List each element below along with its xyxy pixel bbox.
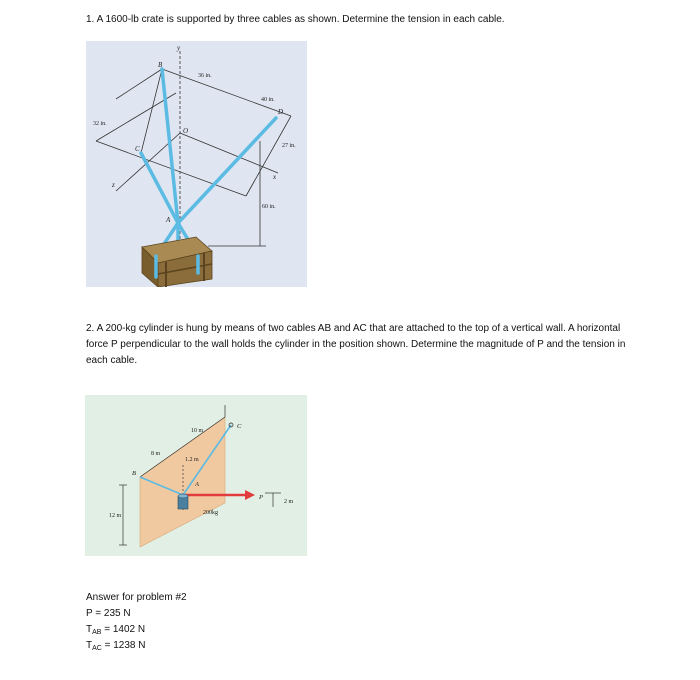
answer-tac: $T_{AC} = 1238$ N — [86, 640, 146, 652]
problem-2-figure — [85, 395, 307, 556]
answer-tab: $T_{AB} = 1402$ N — [86, 624, 146, 636]
problem-1-figure — [86, 41, 307, 287]
label-x: x — [273, 173, 277, 181]
label-b: B — [158, 61, 163, 69]
label-d: D — [278, 108, 284, 116]
cylinder-wall-diagram — [85, 395, 307, 556]
label-b: B — [132, 470, 136, 477]
dim-36in: 36 in. — [198, 73, 212, 79]
dim-32in: 32 in. — [93, 121, 107, 127]
label-c: C — [135, 145, 140, 153]
dim-40in: 40 in. — [261, 97, 275, 103]
dim-8m: 8 m — [151, 451, 161, 457]
label-y: y — [177, 44, 181, 52]
dim-10m: 10 m — [191, 428, 204, 434]
label-o: O — [183, 127, 189, 135]
dim-27in: 27 in. — [282, 143, 296, 149]
answer-block — [86, 590, 187, 654]
dim-12m: 12 m — [109, 513, 122, 519]
crate-cable-diagram — [86, 41, 307, 287]
label-a: A — [195, 481, 199, 488]
answer-p: P = 235 N — [86, 608, 131, 619]
crate — [142, 237, 212, 287]
cylinder — [178, 494, 188, 509]
label-p: P — [259, 494, 263, 501]
problem-2-statement: 2. A 200-kg cylinder is hung by means of two cables AB and AC that are attached to the top of a vertical wall. A horizontal force P perpendicular to the wall holds the cylinder in the position shown. Determine the magnitude of P and the tension in each cable. — [86, 323, 626, 366]
label-c: C — [237, 423, 242, 430]
problem-1-statement: 1. A 1600-lb crate is supported by three cables as shown. Determine the tension in each cable. — [86, 14, 505, 25]
label-a: A — [166, 216, 171, 224]
dim-2m: 2 m — [284, 499, 294, 505]
label-z: z — [112, 181, 115, 189]
mass-label: 200kg — [203, 510, 218, 516]
dim-60in: 60 in. — [262, 204, 276, 210]
answer-title: Answer for problem #2 — [86, 592, 187, 603]
dim-1-2m: 1.2 m — [185, 457, 199, 463]
